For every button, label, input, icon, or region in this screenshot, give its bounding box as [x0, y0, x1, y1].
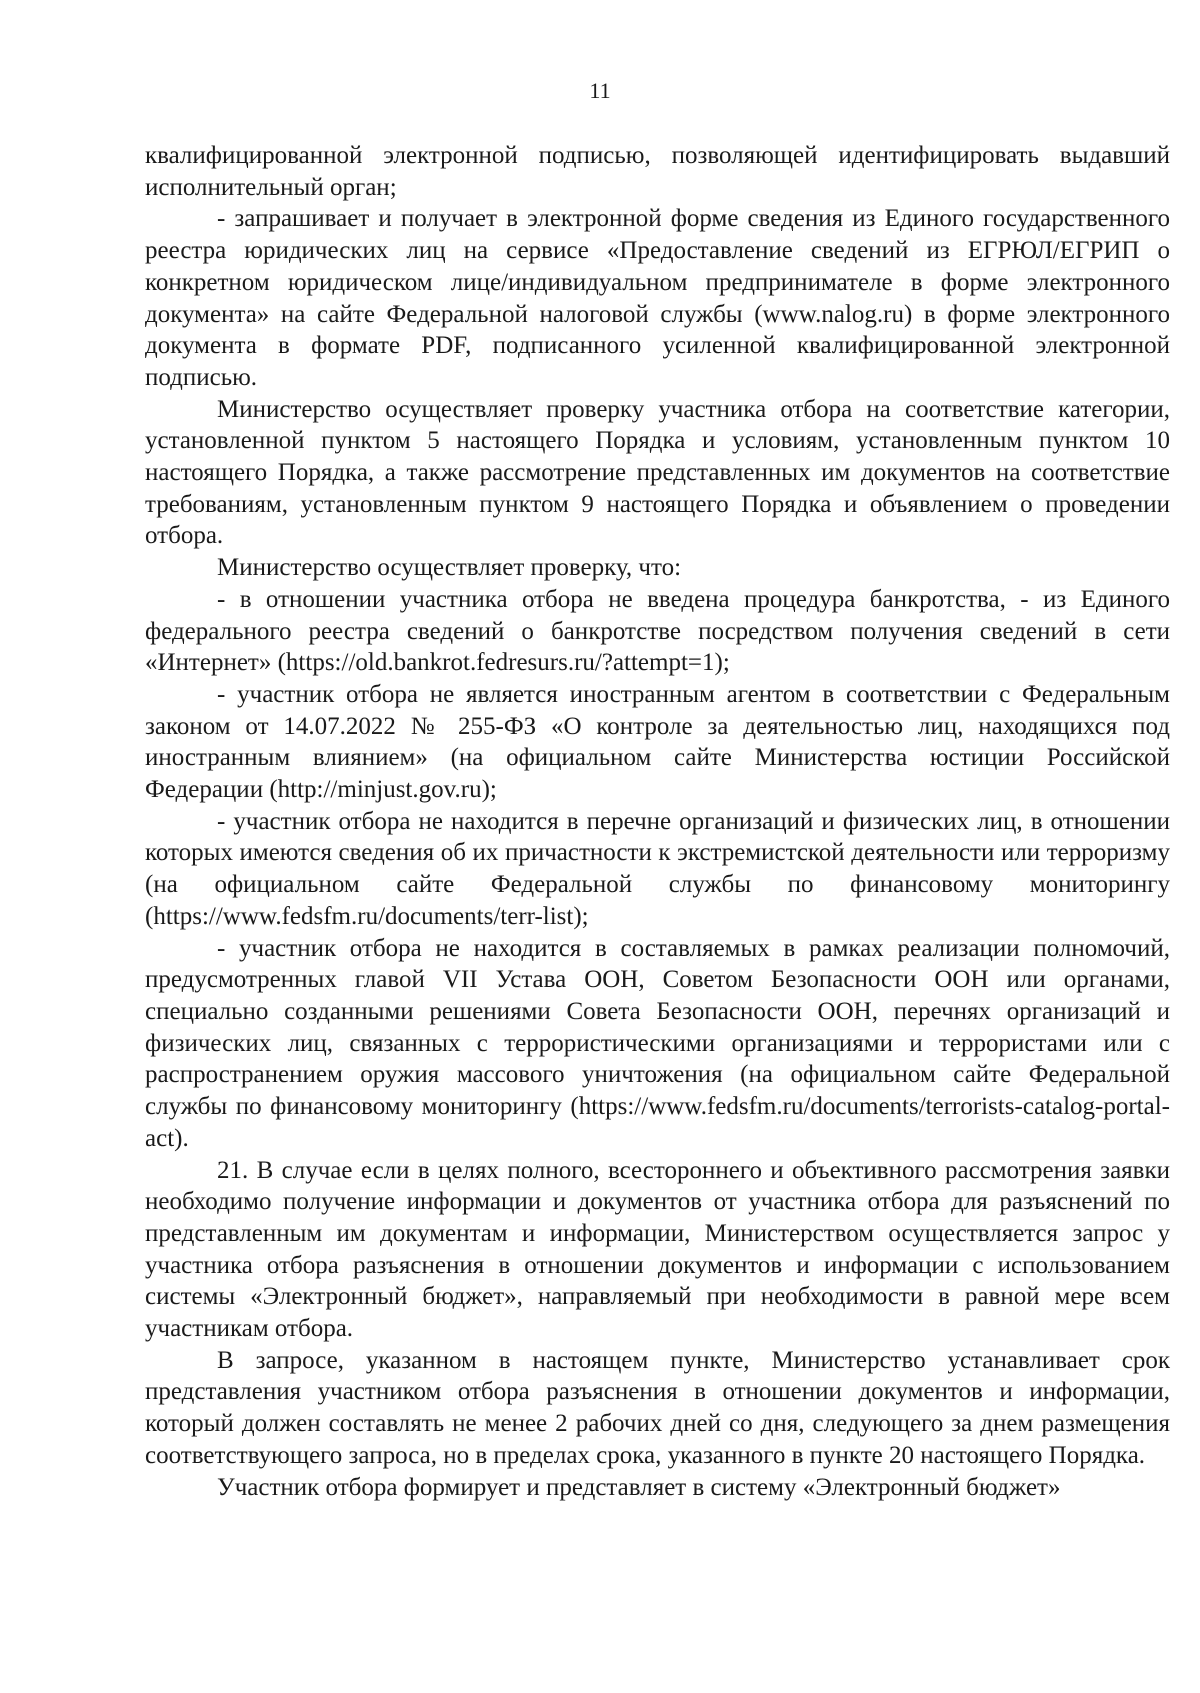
page-number: 11: [589, 78, 611, 103]
paragraph-egrul-request: - запрашивает и получает в электронной форме сведения из Единого государственного реестра юридических лиц на сервисе «Предоставление сведений из ЕГРЮЛ/ЕГРИП о конкретном юридическом лице/индивидуальном предпринимателе в форме электронного документа» на сайте Федеральной налоговой службы (www.nalog.ru) в форме электронного документа в формате PDF, подписанного усиленной квалифицированной электронной подписью.: [145, 205, 1170, 391]
paragraph-participant-submits: Участник отбора формирует и представляет в систему «Электронный бюджет»: [217, 1473, 1061, 1501]
paragraph-clause-21: 21. В случае если в целях полного, всестороннего и объективного рассмотрения заявки необходимо получение информации и документов от участника отбора для разъяснений по представленным им документам и информации, Министерством осуществляется запрос у участника отбора разъяснения в отношении документов и информации с использованием системы «Электронный бюджет», направляемый при необходимости в равной мере всем участникам отбора.: [145, 1156, 1170, 1343]
paragraph-continuation: квалифицированной электронной подписью, позволяющей идентифицировать выдавший исполнительный орган;: [145, 142, 1170, 201]
paragraph-ministry-verifies: Министерство осуществляет проверку, что:: [217, 554, 682, 582]
document-body: [145, 140, 1170, 1503]
paragraph-bankruptcy: - в отношении участника отбора не введена процедура банкротства, - из Единого федерального реестра сведений о банкротстве посредством получения сведений в сети «Интернет» (https://old.bankrot.fedresurs.ru/?attempt=1);: [145, 585, 1170, 677]
paragraph-ministry-check: Министерство осуществляет проверку участника отбора на соответствие категории, установленной пунктом 5 настоящего Порядка и условиям, установленным пунктом 10 настоящего Порядка, а также рассмотрение представленных им документов на соответствие требованиям, установленным пунктом 9 настоящего Порядка и объявлением о проведении отбора.: [145, 395, 1170, 550]
paragraph-extremism-list: - участник отбора не находится в перечне организаций и физических лиц, в отношении которых имеются сведения об их причастности к экстремистской деятельности или терроризму (на официальном сайте Федеральной службы по финансовому мониторингу (https://www.fedsfm.ru/documents/terr-list);: [145, 807, 1170, 930]
paragraph-request-deadline: В запросе, указанном в настоящем пункте, Министерство устанавливает срок представления участником отбора разъяснения в отношении документов и информации, который должен составлять не менее 2 рабочих дней со дня, следующего за днем размещения соответствующего запроса, но в пределах срока, указанного в пункте 20 настоящего Порядка.: [145, 1346, 1170, 1469]
paragraph-foreign-agent: - участник отбора не является иностранным агентом в соответствии с Федеральным законом от 14.07.2022 № 255-ФЗ «О контроле за деятельностью лиц, находящихся под иностранным влиянием» (на официальном сайте Министерства юстиции Российской Федерации (http://minjust.gov.ru);: [145, 680, 1170, 804]
paragraph-un-list: - участник отбора не находится в составляемых в рамках реализации полномочий, предусмотренных главой VII Устава ООН, Советом Безопасности ООН или органами, специально созданными решениями Совета Безопасности ООН, перечнях организаций и физических лиц, связанных с террористическими организациями и террористами или с распространением оружия массового уничтожения (на официальном сайте Федеральной службы по финансовому мониторингу (https://www.fedsfm.ru/documents/terrorists-catalog-portal-act).: [145, 934, 1170, 1152]
